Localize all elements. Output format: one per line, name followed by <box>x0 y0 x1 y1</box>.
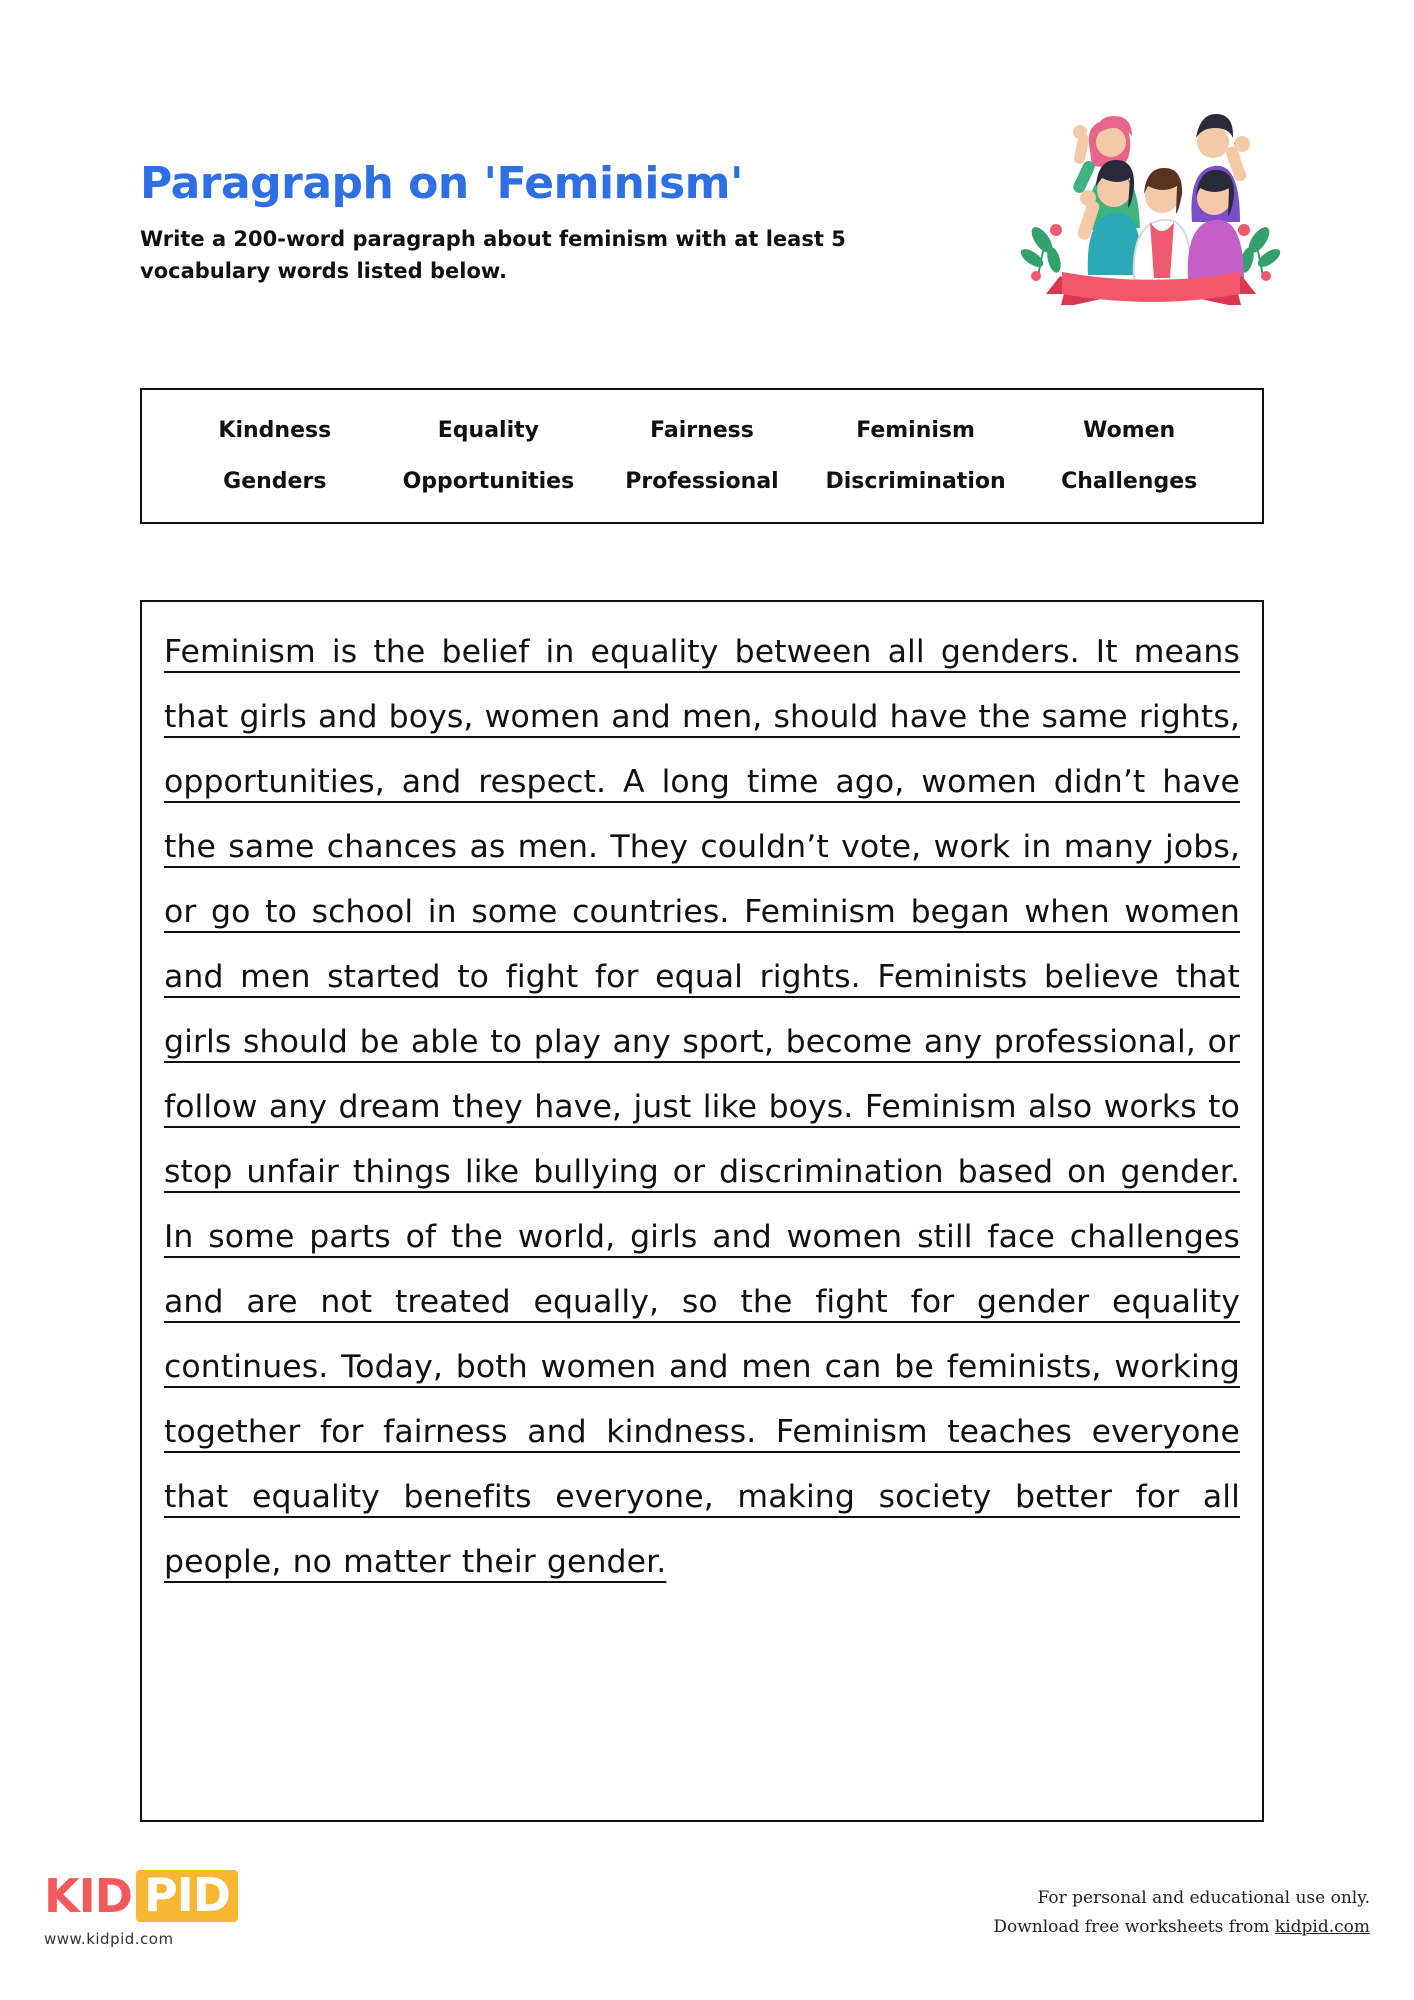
group-of-women-illustration <box>1016 90 1286 305</box>
header <box>140 160 1040 287</box>
vocabulary-word: Professional <box>625 469 779 494</box>
vocabulary-word: Feminism <box>856 418 975 443</box>
vocabulary-word: Equality <box>437 418 539 443</box>
vocabulary-row <box>142 469 1262 494</box>
footer-notice-line2 <box>993 1913 1370 1942</box>
vocabulary-word: Challenges <box>1061 469 1198 494</box>
vocabulary-word: Opportunities <box>402 469 575 494</box>
vocabulary-box <box>140 388 1264 524</box>
logo-pid-text: PID <box>136 1870 238 1922</box>
vocabulary-word: Women <box>1083 418 1176 443</box>
instructions-text: Write a 200-word paragraph about feminism with at least 5 vocabulary words listed below. <box>140 227 846 283</box>
vocabulary-word: Genders <box>223 469 327 494</box>
footer-notice-prefix: Download free worksheets from <box>993 1917 1275 1938</box>
page-title: Paragraph on 'Feminism' <box>140 158 743 209</box>
kidpid-logo <box>44 1870 254 1948</box>
logo-url: www.kidpid.com <box>44 1930 174 1948</box>
footer-notice-line1: For personal and educational use only. <box>1037 1888 1370 1909</box>
footer-notice <box>993 1884 1370 1942</box>
kidpid-link[interactable]: kidpid.com <box>1274 1917 1370 1938</box>
vocabulary-word: Discrimination <box>825 469 1006 494</box>
vocabulary-word: Fairness <box>650 418 754 443</box>
answer-box[interactable] <box>140 600 1264 1822</box>
logo-wordmark <box>44 1870 254 1922</box>
logo-kid-text: KID <box>44 1869 132 1923</box>
vocabulary-row <box>142 418 1262 443</box>
vocabulary-word: Kindness <box>218 418 332 443</box>
answer-paragraph: Feminism is the belief in equality between all genders. It means that girls and boys, women and men, should have the same rights, opportunities, and respect. A long time ago, women didn’t have the same chances as men. They couldn’t vote, work in many jobs, or go to school in some countries. Feminism began when women and men started to fight for equal rights. Feminists believe that girls should be able to play any sport, become any professional, or follow any dream they have, just like boys. Feminism also works to stop unfair things like bullying or discrimination based on gender. In some parts of the world, girls and women still face challenges and are not treated equally, so the fight for gender equality continues. Today, both women and men can be feminists, working together for fairness and kindness. Feminism teaches everyone that equality benefits everyone, making society better for all people, no matter their gender. <box>164 634 1240 1580</box>
